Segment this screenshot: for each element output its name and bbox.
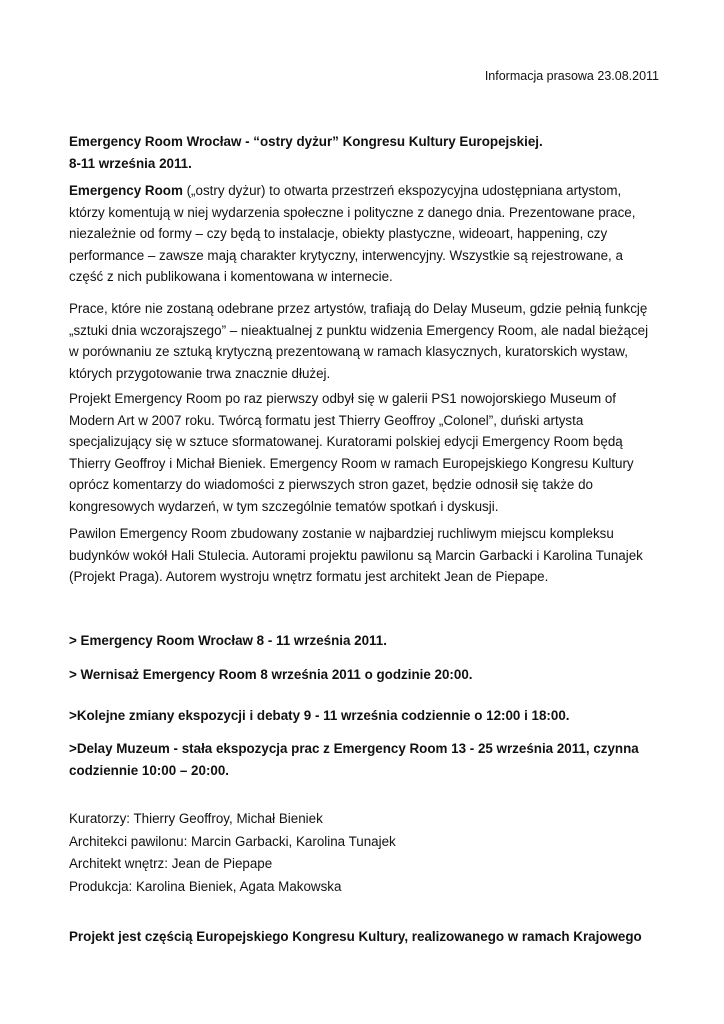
credits-list [69,808,659,898]
delay-museum-line: >Delay Muzeum - stała ekspozycja prac z Emergency Room 13 - 25 września 2011, czynna codziennie 10:00 – 20:00. [69,741,639,778]
title-line-1: Emergency Room Wrocław - “ostry dyżur” Kongresu Kultury Europejskiej. [69,134,543,149]
delay-museum-paragraph: Prace, które nie zostaną odebrane przez artystów, trafiają do Delay Museum, gdzie pełnią funkcję „sztuki dnia wczorajszego” – nieaktualnej z punktu widzenia Emergency Room, ale nadal bieżącej w porównaniu ze sztuką krytyczną prezentowaną w ramach klasycznych, kuratorskich wystaw, których przygotowanie trwa znacznie dłużej. [69,301,649,381]
project-affiliation-note: Projekt jest częścią Europejskiego Kongresu Kultury, realizowanego w ramach Krajowego [69,929,642,944]
project-history-paragraph: Projekt Emergency Room po raz pierwszy odbył się w galerii PS1 nowojorskiego Museum of Modern Art w 2007 roku. Twórcą formatu jest Thierry Geoffroy „Colonel”, duński artysta specjalizujący się w sztuce sformatowanej. Kuratorami polskiej edycji Emergency Room będą Thierry Geoffroy i Michał Bieniek. Emergency Room w ramach Europejskiego Kongresu Kultury oprócz komentarzy do wiadomości z pierwszych stron gazet, będzie odnosił się także do kongresowych wydarzeń, w tym szczególnie tematów spotkań i dyskusji. [69,391,634,514]
credit-production: Produkcja: Karolina Bieniek, Agata Makowska [69,878,342,894]
credit-interior-architect: Architekt wnętrz: Jean de Piepape [69,856,273,871]
exhibition-changes-line: >Kolejne zmiany ekspozycji i debaty 9 - 11 września codziennie o 12:00 i 18:00. [69,708,570,723]
intro-paragraph [69,180,659,288]
event-dates-line: > Emergency Room Wrocław 8 - 11 września 2011. [69,633,387,648]
intro-text: („ostry dyżur) to otwarta przestrzeń ekspozycyjna udostępniana artystom, którzy komentują w niej wydarzenia społeczne i polityczne z danego dnia. Prezentowane prace, niezależnie od formy – czy będą to instalacje, obiekty plastyczne, wideoart, happening, czy performance – zawsze mają charakter krytyczny, interwencyjny. Wszystkie są rejestrowane, a część z nich publikowana i komentowana w internecie. [69,183,636,284]
press-release-date: Informacja prasowa 23.08.2011 [484,69,659,83]
document-title [69,131,659,174]
credit-curators: Kuratorzy: Thierry Geoffroy, Michał Bieniek [69,811,323,826]
pavilion-paragraph: Pawilon Emergency Room zbudowany zostanie w najbardziej ruchliwym miejscu kompleksu budynków wokół Hali Stulecia. Autorami projektu pawilonu są Marcin Garbacki i Karolina Tunajek (Projekt Praga). Autorem wystroju wnętrz formatu jest architekt Jean de Piepape. [69,526,643,584]
vernissage-line: > Wernisaż Emergency Room 8 września 2011 o godzinie 20:00. [69,667,473,682]
credit-pavilion-architects: Architekci pawilonu: Marcin Garbacki, Karolina Tunajek [69,833,396,849]
title-line-2: 8-11 września 2011. [69,155,192,171]
intro-bold-term: Emergency Room [69,183,183,198]
